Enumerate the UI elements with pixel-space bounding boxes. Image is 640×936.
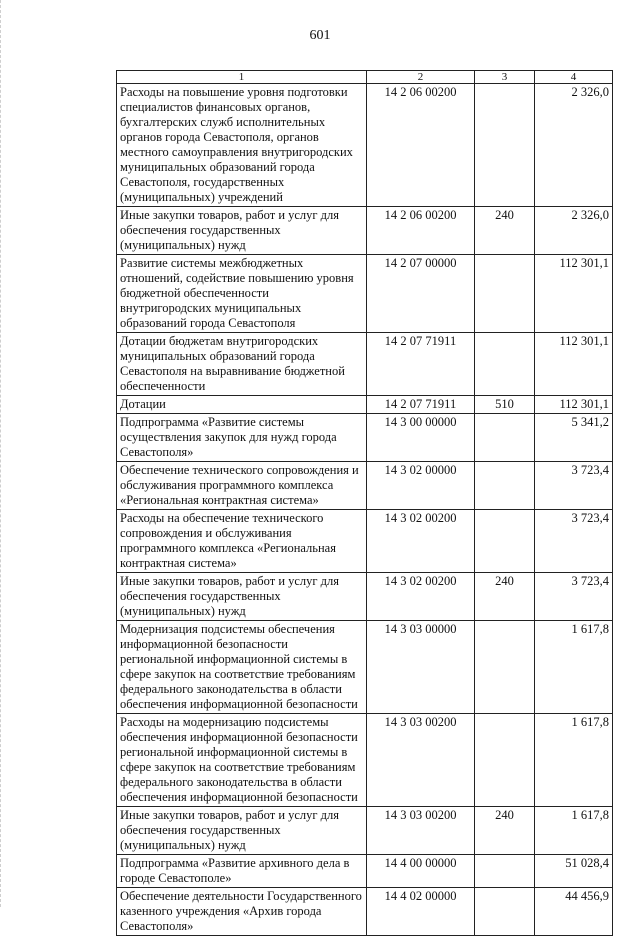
row-amount-cell: 112 301,1 [535,396,613,414]
row-amount-cell: 3 723,4 [535,573,613,621]
header-col-1: 1 [117,71,367,84]
row-amount-cell: 2 326,0 [535,84,613,207]
row-amount-cell: 3 723,4 [535,462,613,510]
table-row [117,621,613,714]
row-name-cell: Модернизация подсистемы обеспечения информационной безопасности региональной информационной системы в сфере закупок на соответствие требованиям федерального законодательства в области обеспечения информационной безопасности [117,621,367,714]
row-type-cell: 510 [475,396,535,414]
row-type-cell: 240 [475,573,535,621]
row-code-cell: 14 3 03 00000 [367,621,475,714]
header-col-3: 3 [475,71,535,84]
table-row [117,714,613,807]
table-row [117,510,613,573]
row-type-cell [475,621,535,714]
row-code-cell: 14 4 00 00000 [367,855,475,888]
row-amount-cell: 44 456,9 [535,888,613,936]
row-type-cell [475,510,535,573]
row-code-cell: 14 2 07 71911 [367,333,475,396]
row-amount-cell: 112 301,1 [535,333,613,396]
row-code-cell: 14 2 07 00000 [367,255,475,333]
table-row [117,84,613,207]
row-code-cell: 14 4 02 00000 [367,888,475,936]
row-name-cell: Дотации бюджетам внутригородских муниципальных образований города Севастополя на выравнивание бюджетной обеспеченности [117,333,367,396]
row-type-cell [475,84,535,207]
row-code-cell: 14 2 06 00200 [367,207,475,255]
row-type-cell [475,255,535,333]
row-code-cell: 14 3 03 00200 [367,714,475,807]
row-name-cell: Подпрограмма «Развитие архивного дела в городе Севастополе» [117,855,367,888]
row-name-cell: Обеспечение технического сопровождения и обслуживания программного комплекса «Региональная контрактная система» [117,462,367,510]
row-code-cell: 14 2 07 71911 [367,396,475,414]
table-row [117,573,613,621]
row-name-cell: Расходы на повышение уровня подготовки специалистов финансовых органов, бухгалтерских служб исполнительных органов города Севастополя, органов местного самоуправления внутригородских муниципальных образований города Севастополя, государственных (муниципальных) учреждений [117,84,367,207]
header-col-4: 4 [535,71,613,84]
row-name-cell: Иные закупки товаров, работ и услуг для обеспечения государственных (муниципальных) нужд [117,207,367,255]
table-row [117,333,613,396]
table-row [117,807,613,855]
row-code-cell: 14 3 00 00000 [367,414,475,462]
table-row [117,888,613,936]
table-row [117,396,613,414]
row-code-cell: 14 3 02 00200 [367,510,475,573]
row-amount-cell: 2 326,0 [535,207,613,255]
page-number: 601 [309,28,331,43]
row-name-cell: Иные закупки товаров, работ и услуг для обеспечения государственных (муниципальных) нужд [117,573,367,621]
row-amount-cell: 1 617,8 [535,714,613,807]
row-type-cell: 240 [475,207,535,255]
row-type-cell [475,714,535,807]
budget-table [116,70,613,936]
table-header-row [117,71,613,84]
table-row [117,255,613,333]
budget-table-body [117,71,613,936]
table-row [117,414,613,462]
table-row [117,855,613,888]
row-amount-cell: 112 301,1 [535,255,613,333]
row-type-cell [475,462,535,510]
row-name-cell: Дотации [117,396,367,414]
page-edge-mark [0,0,3,907]
row-code-cell: 14 2 06 00200 [367,84,475,207]
row-name-cell: Иные закупки товаров, работ и услуг для обеспечения государственных (муниципальных) нужд [117,807,367,855]
row-name-cell: Развитие системы межбюджетных отношений, содействие повышению уровня бюджетной обеспеченности внутригородских муниципальных образований города Севастополя [117,255,367,333]
row-amount-cell: 1 617,8 [535,807,613,855]
table-row [117,207,613,255]
row-type-cell [475,414,535,462]
row-amount-cell: 5 341,2 [535,414,613,462]
row-type-cell [475,333,535,396]
table-row [117,462,613,510]
row-type-cell [475,888,535,936]
row-amount-cell: 3 723,4 [535,510,613,573]
row-name-cell: Расходы на модернизацию подсистемы обеспечения информационной безопасности региональной информационной системы в сфере закупок на соответствие требованиям федерального законодательства в области обеспечения информационной безопасности [117,714,367,807]
row-code-cell: 14 3 03 00200 [367,807,475,855]
row-amount-cell: 51 028,4 [535,855,613,888]
row-name-cell: Расходы на обеспечение технического сопровождения и обслуживания программного комплекса «Региональная контрактная система» [117,510,367,573]
row-type-cell [475,855,535,888]
row-amount-cell: 1 617,8 [535,621,613,714]
row-code-cell: 14 3 02 00200 [367,573,475,621]
row-code-cell: 14 3 02 00000 [367,462,475,510]
row-type-cell: 240 [475,807,535,855]
row-name-cell: Подпрограмма «Развитие системы осуществления закупок для нужд города Севастополя» [117,414,367,462]
header-col-2: 2 [367,71,475,84]
row-name-cell: Обеспечение деятельности Государственного казенного учреждения «Архив города Севастополя» [117,888,367,936]
